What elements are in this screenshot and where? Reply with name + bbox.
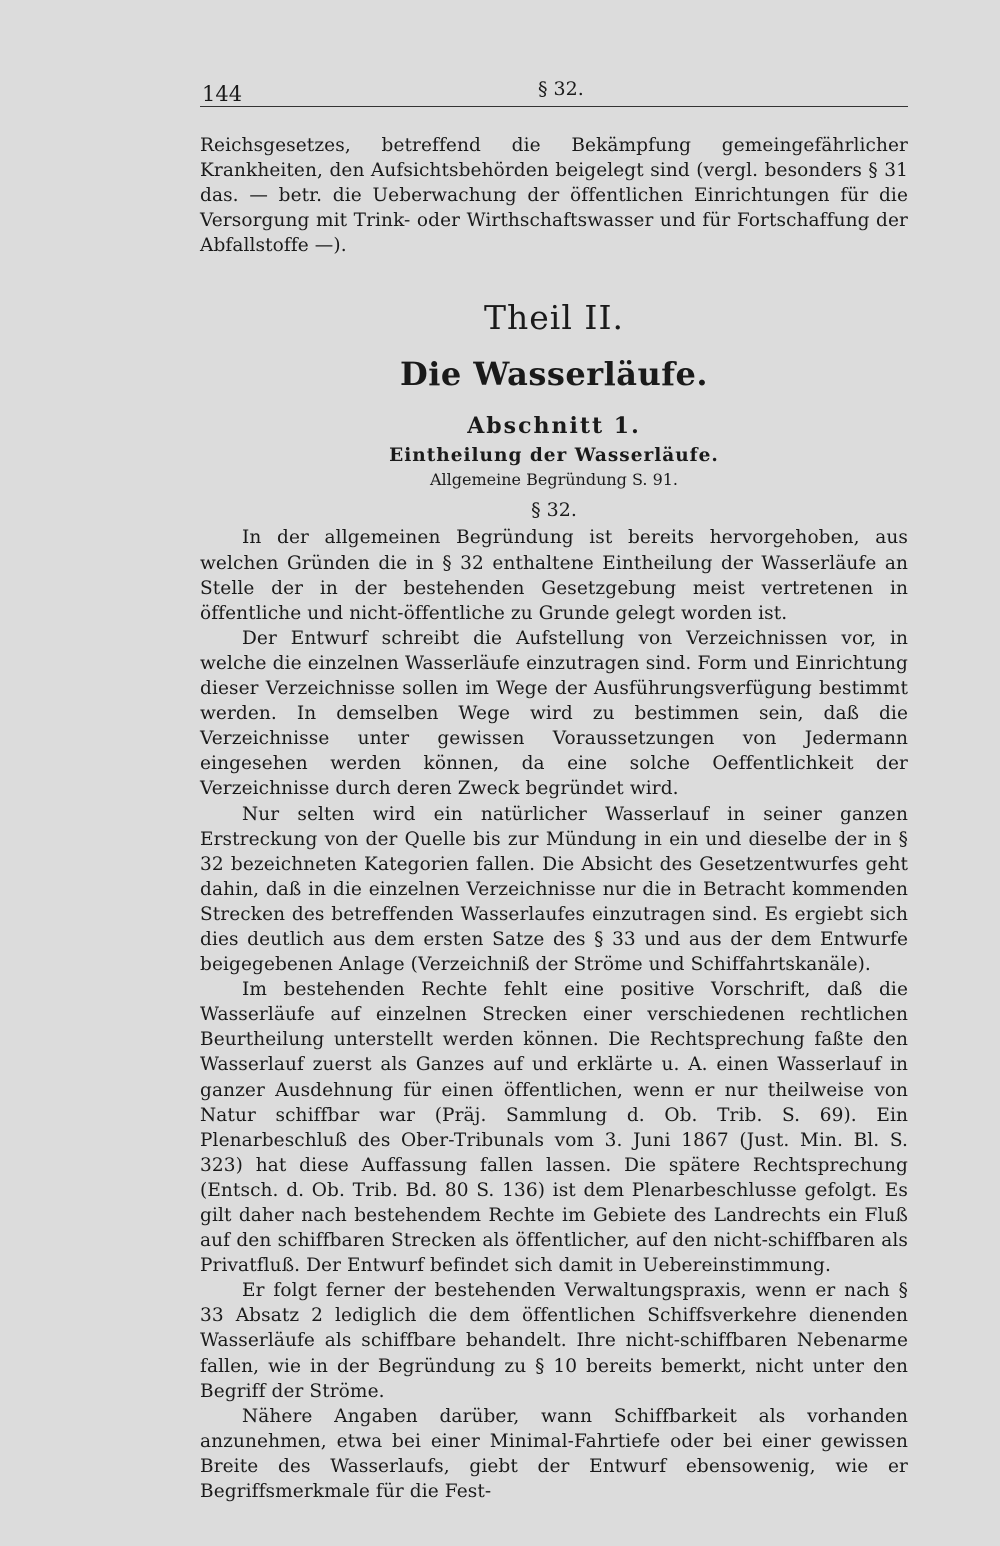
page-body [200, 133, 908, 1504]
paragraph-sign: § 32. [531, 499, 577, 522]
header-rule [200, 106, 908, 107]
page-number: 144 [202, 82, 243, 106]
body-paragraph: Nur selten wird ein natürlicher Wasserlauf in seiner ganzen Erstreckung von der Quelle bis zur Mündung in ein und dieselbe der in § 32 bezeichneten Kategorien fallen. Die Absicht des Gesetzentwurfes geht dahin, daß in die einzelnen Verzeichnisse nur die in Betracht kommenden Strecken des betreffenden Wasserlaufes einzutragen sind. Es ergiebt sich dies deutlich aus dem ersten Satze des § 33 und aus der dem Entwurfe beigegebenen Anlage (Verzeichniß der Ströme und Schiffahrtskanäle). [200, 803, 908, 976]
section-subtitle: Eintheilung der Wasserläufe. [389, 445, 719, 467]
main-title: Die Wasserläufe. [400, 355, 708, 394]
body-paragraph: In der allgemeinen Begründung ist bereits hervorgehoben, aus welchen Gründen die in § 32 enthaltene Eintheilung der Wasserläufe an Stelle der in der bestehenden Gesetzgebung meist vertretenen in öffentliche und nicht-öffentliche zu Grunde gelegt worden ist. [200, 527, 908, 624]
body-paragraph: Der Entwurf schreibt die Aufstellung von Verzeichnissen vor, in welche die einzelnen Wasserläufe einzutragen sind. Form und Einrichtung dieser Verzeichnisse sollen im Wege der Ausführungsverfügung bestimmt werden. In demselben Wege wird zu bestimmen sein, daß die Verzeichnisse unter gewissen Voraussetzungen von Jedermann eingesehen werden können, da eine solche Oeffentlichkeit der Verzeichnisse durch deren Zweck begründet wird. [200, 627, 908, 800]
body-paragraph: Er folgt ferner der bestehenden Verwaltungspraxis, wenn er nach § 33 Absatz 2 lediglich die dem öffentlichen Schiffsverkehre dienenden Wasserläufe als schiffbare behandelt. Ihre nicht-schiffbaren Nebenarme fallen, wie in der Begründung zu § 10 bereits bemerkt, nicht unter den Begriff der Ströme. [200, 1280, 908, 1402]
continued-paragraph: Reichsgesetzes, betreffend die Bekämpfung gemeingefährlicher Krankheiten, den Aufsichtsbehörden beigelegt sind (vergl. besonders § 31 das. — betr. die Ueberwachung der öffentlichen Einrichtungen für die Versorgung mit Trink- oder Wirthschaftswasser und für Fortschaffung der Abfallstoffe —). [200, 135, 908, 257]
running-section-heading: § 32. [538, 78, 584, 100]
page-header [200, 78, 908, 108]
body-paragraph: Nähere Angaben darüber, wann Schiffbarkeit als vorhanden anzunehmen, etwa bei einer Minimal-Fahrtiefe oder bei einer gewissen Breite des Wasserlaufs, giebt der Entwurf ebensowenig, wie er Begriffsmerkmale für die Fest- [200, 1405, 908, 1503]
part-title: Theil II. [484, 298, 624, 338]
body-paragraph: Im bestehenden Rechte fehlt eine positive Vorschrift, daß die Wasserläufe auf einzelnen Strecken einer verschiedenen rechtlichen Beurtheilung unterstellt werden können. Die Rechtsprechung faßte den Wasserlauf zuerst als Ganzes auf und erklärte u. A. einen Wasserlauf in ganzer Ausdehnung für einen öffentlichen, wenn er nur theilweise von Natur schiffbar war (Präj. Sammlung d. Ob. Trib. S. 69). Ein Plenarbeschluß des Ober-Tribunals vom 3. Juni 1867 (Just. Min. Bl. S. 323) hat diese Auffassung fallen lassen. Die spätere Rechtsprechung (Entsch. d. Ob. Trib. Bd. 80 S. 136) ist dem Plenarbeschlusse gefolgt. Es gilt daher nach bestehendem Rechte im Gebiete des Landrechts ein Fluß auf den schiffbaren Strecken als öffentlicher, auf den nicht-schiffbaren als Privatfluß. Der Entwurf befindet sich damit in Uebereinstimmung. [200, 979, 908, 1277]
section-number-heading: Abschnitt 1. [467, 413, 641, 440]
reference-line: Allgemeine Begründung S. 91. [429, 470, 679, 490]
